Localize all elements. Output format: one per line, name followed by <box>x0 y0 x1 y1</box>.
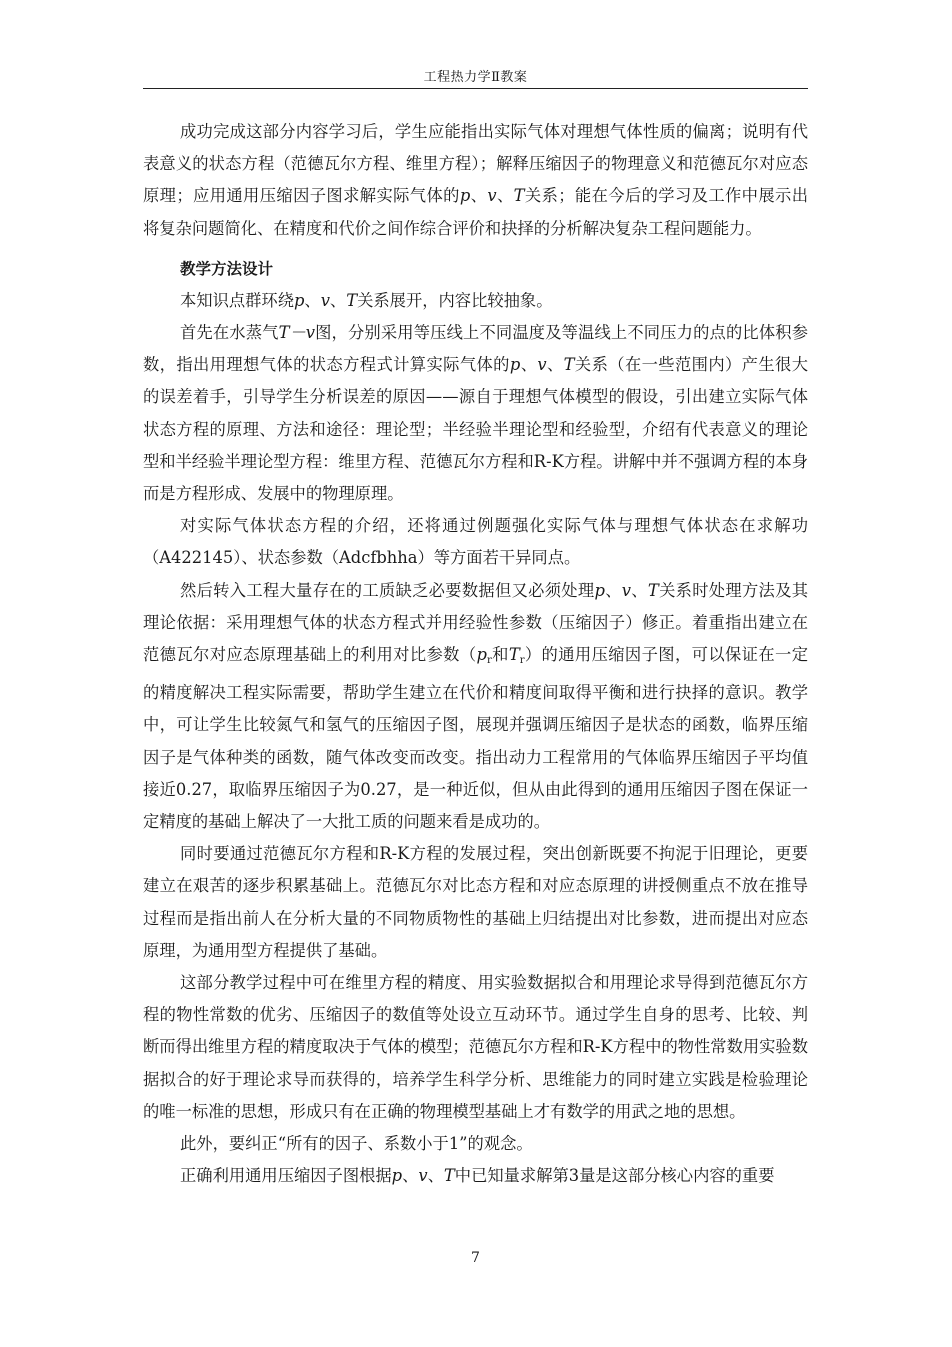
paragraph-core <box>143 1160 808 1192</box>
section-heading: 教学方法设计 <box>180 259 274 278</box>
symbol-p: p <box>293 290 305 310</box>
paragraph-innovation: 同时要通过范德瓦尔方程和R-K方程的发展过程，突出创新既要不拘泥于旧理论，更要建立在艰苦的逐步积累基础上。范德瓦尔对比态方程和对应态原理的讲授侧重点不放在推导过程而是指出前人在分析大量的不同物质物性的基础上归结提出对比参数，进而提出对应态原理，为通用型方程提供了基础。 <box>143 844 808 960</box>
separator: 、 <box>427 1166 444 1186</box>
text-run: ）的通用压缩因子图，可以保证在一定的精度解决工程实际需要，帮助学生建立在代价和精度间取得平衡和进行抉择的意识。教学中，可让学生比较氮气和氢气的压缩因子图，展现并强调压缩因子是状态的函数，临界压缩因子是气体种类的函数，随气体改变而改变。指出动力工程常用的气体临界压缩因子平均值接近0.27，取临界压缩因子为0.27，是一种近似，但从由此得到的通用压缩因子图在保证一定精度的基础上解决了一大批工质的问题来看是成功的。 <box>143 645 808 832</box>
page-number: 7 <box>471 1250 480 1266</box>
symbol-T: T <box>513 186 525 206</box>
symbol-tv: T－v <box>278 323 315 343</box>
symbol-T: T <box>647 580 659 600</box>
separator: 、 <box>604 580 622 600</box>
separator: 、 <box>402 1166 419 1186</box>
separator: 、 <box>520 355 538 375</box>
text-run: 首先在水蒸气 <box>180 323 279 343</box>
separator: 、 <box>304 290 321 310</box>
text-run: 和 <box>491 645 509 665</box>
subscript-r: r <box>486 655 492 667</box>
paragraph-compressibility <box>143 575 808 839</box>
symbol-p: p <box>459 186 471 206</box>
paragraph-examples: 对实际气体状态方程的介绍，还将通过例题强化实际气体与理想气体状态在求解功（A422145）、状态参数（Adcfbhha）等方面若干异同点。 <box>143 516 808 568</box>
separator: 、 <box>496 186 514 206</box>
symbol-v: v <box>621 580 631 600</box>
symbol-v: v <box>418 1166 428 1186</box>
symbol-v: v <box>487 186 497 206</box>
symbol-T: T <box>346 290 358 310</box>
symbol-T: T <box>443 1166 455 1186</box>
symbol-v: v <box>537 355 547 375</box>
paragraph-intro <box>143 285 808 317</box>
symbol-p: p <box>391 1166 403 1186</box>
subscript-r: r <box>519 655 525 667</box>
text-run: 关系（在一些范围内）产生很大的误差着手，引导学生分析误差的原因——源自于理想气体模型的假设，引出建立实际气体状态方程的原理、方法和途径：理论型；半经验半理论型和经验型，介绍有代表意义的理论型和半经验半理论型方程：维里方程、范德瓦尔方程和R-K方程。讲解中并不强调方程的本身而是方程形成、发展中的物理原理。 <box>143 355 808 504</box>
text-run: 正确利用通用压缩因子图根据 <box>180 1166 392 1186</box>
symbol-p-reduced: p <box>476 645 487 665</box>
separator: 、 <box>470 186 488 206</box>
document-body <box>143 116 808 1193</box>
separator: 、 <box>329 290 347 310</box>
paragraph-objectives <box>143 116 808 245</box>
symbol-T: T <box>563 355 575 375</box>
text-run: 成功完成这部分内容学习后，学生应能指出实际气体对理想气体性质的偏离；说明有代表意义的状态方程（范德瓦尔方程、维里方程）；解释压缩因子的物理意义和范德瓦尔对应态原理；应用通用压缩因子图求解实际气体的 <box>143 122 808 206</box>
page-header: 工程热力学Ⅱ教案 <box>423 70 528 85</box>
paragraph-misconception: 此外，要纠正“所有的因子、系数小于1”的观念。 <box>180 1134 533 1154</box>
text-run: 关系；能在今后的学习及工作中展示出将复杂问题简化、在精度和代价之间作综合评价和抉择的分析解决复杂工程问题能力。 <box>143 186 808 238</box>
text-run: 本知识点群环绕 <box>180 290 294 310</box>
text-run: 然后转入工程大量存在的工质缺乏必要数据但又必须处理 <box>180 580 595 600</box>
paragraph-interaction: 这部分教学过程中可在维里方程的精度、用实验数据拟合和用理论求导得到范德瓦尔方程的物性常数的优劣、压缩因子的数值等处设立互动环节。通过学生自身的思考、比较、判断而得出维里方程的精度取决于气体的模型；范德瓦尔方程和R-K方程中的物性常数用实验数据拟合的好于理论求导而获得的，培养学生科学分析、思维能力的同时建立实践是检验理论的唯一标准的思想，形成只有在正确的物理模型基础上才有数学的用武之地的思想。 <box>143 973 808 1121</box>
separator: 、 <box>546 355 564 375</box>
symbol-p: p <box>594 580 605 600</box>
header-rule <box>143 88 808 89</box>
text-run: 关系时处理方法及其理论依据：采用理想气体的状态方程式并用经验性参数（压缩因子）修正。着重指出建立在范德瓦尔对应态原理基础上的利用对比参数（ <box>143 580 808 665</box>
text-run: 关系展开，内容比较抽象。 <box>357 290 553 310</box>
symbol-p: p <box>509 355 521 375</box>
text-run: 图，分别采用等压线上不同温度及等温线上不同压力的点的比体积参数，指出用理想气体的状态方程式计算实际气体的 <box>143 323 808 375</box>
paragraph-method <box>143 317 808 510</box>
separator: 、 <box>631 580 648 600</box>
symbol-v: v <box>320 290 330 310</box>
symbol-T-reduced: T <box>508 645 520 665</box>
text-run: 中已知量求解第3量是这部分核心内容的重要 <box>454 1166 775 1186</box>
